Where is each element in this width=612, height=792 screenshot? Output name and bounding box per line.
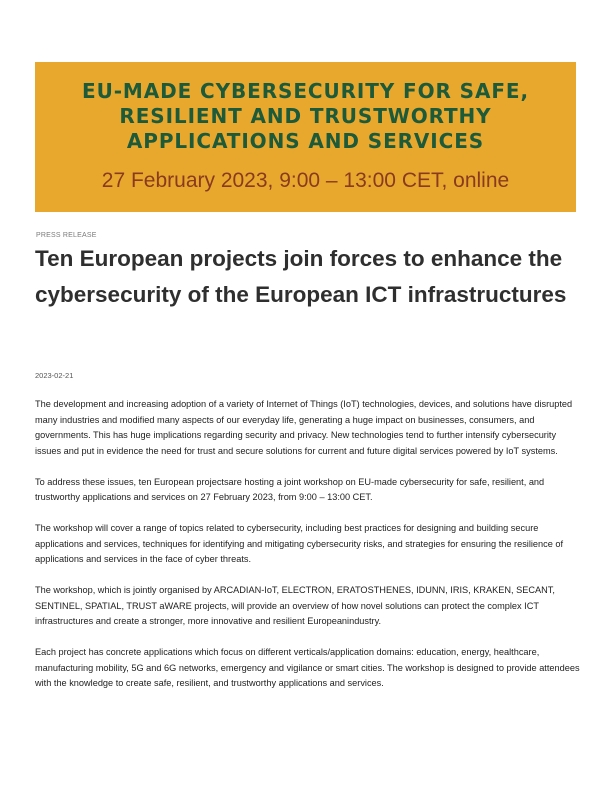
article-paragraph: To address these issues, ten European projectsare hosting a joint workshop on EU-made cybersecurity for safe, resilient, and trustworthy applications and services on 27 February 2023, from 9:00 – 13:00 CET. bbox=[35, 476, 545, 502]
event-banner bbox=[35, 62, 576, 212]
article-paragraph: The development and increasing adoption of a variety of Internet of Things (IoT) technologies, devices, and solutions have disrupted many industries and modified many aspects of our everyday life, generating a huge impact on businesses, consumers, and governments. This has huge implications regarding security and privacy. New technologies tend to further intensify cybersecurity issues and put in evidence the need for trust and secure solutions for current and future digital services powered by IoT systems. bbox=[35, 399, 573, 456]
article-date: 2023-02-21 bbox=[35, 371, 74, 380]
article-title: Ten European projects join forces to enhance the cybersecurity of the European ICT infrastructures bbox=[35, 246, 567, 307]
article-paragraph: Each project has concrete applications which focus on different verticals/application domains: education, energy, healthcare, manufacturing mobility, 5G and 6G networks, emergency and vigilance or smart cities. The workshop is designed to provide attendees with the knowledge to create safe, resilient, and trustworthy applications and services. bbox=[35, 647, 580, 688]
banner-title-line: RESILIENT AND TRUSTWORTHY bbox=[119, 104, 492, 128]
article-paragraph: The workshop, which is jointly organised by ARCADIAN-IoT, ELECTRON, ERATOSTHENES, IDUNN, IRIS, KRAKEN, SECANT, SENTINEL, SPATIAL, TRUST aWARE projects, will provide an overview of how novel solutions can protect the complex ICT infrastructures and create a stronger, more innovative and resilient Europeanindustry. bbox=[35, 585, 555, 626]
article-paragraph: The workshop will cover a range of topics related to cybersecurity, including best practices for designing and building secure applications and services, techniques for identifying and mitigating cybersecurity risks, and strategies for ensuring the resilience of applications and services in the face of cyber threats. bbox=[35, 523, 564, 564]
banner-title-line: APPLICATIONS AND SERVICES bbox=[126, 129, 485, 153]
banner-event-info: 27 February 2023, 9:00 – 13:00 CET, online bbox=[101, 169, 510, 192]
article-body bbox=[35, 397, 580, 707]
banner-title bbox=[35, 79, 576, 154]
banner-title-line: EU-MADE CYBERSECURITY FOR SAFE, bbox=[82, 79, 529, 103]
press-release-label: PRESS RELEASE bbox=[36, 232, 97, 239]
